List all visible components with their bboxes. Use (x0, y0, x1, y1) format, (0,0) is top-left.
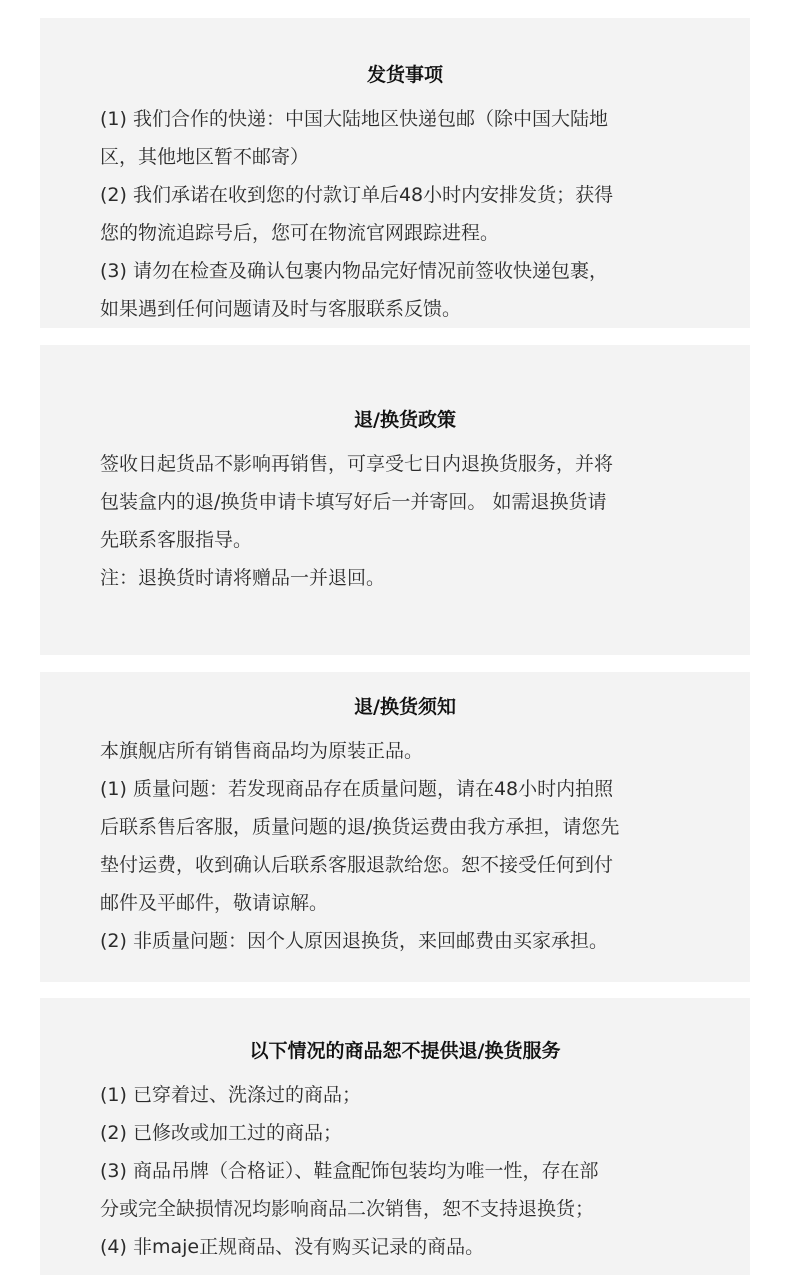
return-policy-line: 签收日起货品不影响再销售，可享受七日内退换货服务，并将 (100, 453, 614, 475)
no-return-title: 以下情况的商品恕不提供退/换货服务 (249, 1040, 561, 1062)
return-policy-line: 包装盒内的退/换货申请卡填写好后一并寄回。 如需退换货请 (100, 491, 607, 513)
no-return-section (40, 998, 750, 1275)
return-notice-section (40, 672, 750, 982)
return-notice-line: (1) 质量问题：若发现商品存在质量问题，请在48小时内拍照 (100, 778, 614, 800)
return-notice-line: 后联系售后客服，质量问题的退/换货运费由我方承担，请您先 (100, 816, 620, 838)
shipping-section (40, 18, 750, 328)
return-notice-line: 本旗舰店所有销售商品均为原装正品。 (100, 740, 424, 762)
return-policy-line: 先联系客服指导。 (100, 529, 253, 551)
shipping-line: (2) 我们承诺在收到您的付款订单后48小时内安排发货；获得 (100, 184, 614, 206)
no-return-line: (3) 商品吊牌（合格证）、鞋盒配饰包装均为唯一性，存在部 (100, 1160, 599, 1182)
return-notice-line: 邮件及平邮件，敬请谅解。 (100, 892, 329, 914)
no-return-line: (1) 已穿着过、洗涤过的商品； (100, 1084, 361, 1106)
shipping-line: 您的物流追踪号后，您可在物流官网跟踪进程。 (100, 222, 500, 244)
shipping-line: (1) 我们合作的快递：中国大陆地区快递包邮（除中国大陆地 (100, 108, 608, 130)
no-return-line: (2) 已修改或加工过的商品； (100, 1122, 342, 1144)
return-notice-line: (2) 非质量问题：因个人原因退换货，来回邮费由买家承担。 (100, 930, 608, 952)
shipping-line: (3) 请勿在检查及确认包裹内物品完好情况前签收快递包裹， (100, 260, 608, 282)
return-policy-section (40, 345, 750, 655)
return-policy-title: 退/换货政策 (354, 409, 456, 431)
no-return-line: (4) 非maje正规商品、没有购买记录的商品。 (100, 1236, 485, 1258)
return-policy-line: 注：退换货时请将赠品一并退回。 (100, 567, 386, 589)
shipping-title: 发货事项 (366, 64, 443, 86)
return-notice-line: 垫付运费，收到确认后联系客服退款给您。恕不接受任何到付 (100, 854, 614, 876)
shipping-line: 区，其他地区暂不邮寄） (100, 146, 310, 168)
shipping-line: 如果遇到任何问题请及时与客服联系反馈。 (100, 298, 462, 320)
no-return-line: 分或完全缺损情况均影响商品二次销售，恕不支持退换货； (100, 1198, 595, 1220)
return-notice-title: 退/换货须知 (354, 696, 456, 718)
